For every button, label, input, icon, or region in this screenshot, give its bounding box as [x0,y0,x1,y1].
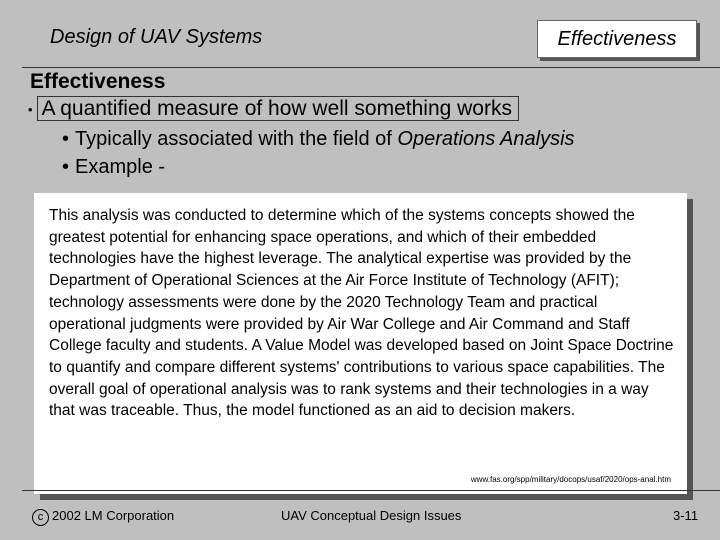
main-bullet-text: A quantified measure of how well something works [37,96,519,121]
bullet-icon: • [28,101,33,117]
slide-header-title: Design of UAV Systems [50,26,263,48]
bottom-divider [22,490,720,491]
section-title-box: Effectiveness [537,20,697,58]
sub-bullet-italic: Operations Analysis [397,128,575,150]
sub-bullet [62,156,165,179]
page-number: 3-11 [673,508,699,523]
sub-bullet [62,128,575,151]
quote-box [34,193,687,494]
copyright-text: 2002 LM Corporation [52,508,175,523]
footer-copyright [32,508,174,526]
quote-paragraph: This analysis was conducted to determine which of the systems concepts showed the greatest potential for enhancing space operations, and which of their embedded technologies have the highest leverage. The analytical expertise was provided by the Department of Operational Sciences at the Air Force Institute of Technology (AFIT); technology assessments were done by the 2020 Technology Team and practical operational judgments were provided by Air War College and Air Command and Staff College faculty and students. A Value Model was developed based on Joint Space Doctrine to quantify and compare different systems' contributions to various space capabilities. The overall goal of operational analysis was to rank systems and their technologies in a way that was traceable. Thus, the model functioned as an aid to decision makers. [49,207,674,420]
source-url: www.fas.org/spp/military/docops/usaf/2020/ops-anal.htm [470,475,671,484]
footer-course-title: UAV Conceptual Design Issues [281,508,462,523]
copyright-icon: c [32,509,49,526]
sub-bullet-text: Example - [75,156,166,178]
slide-heading: Effectiveness [30,70,166,93]
sub-bullet-text: Typically associated with the field of [75,128,398,150]
main-bullet [28,97,519,121]
top-divider [22,67,720,68]
bullet-icon: • [62,156,70,178]
bullet-icon: • [62,128,70,150]
